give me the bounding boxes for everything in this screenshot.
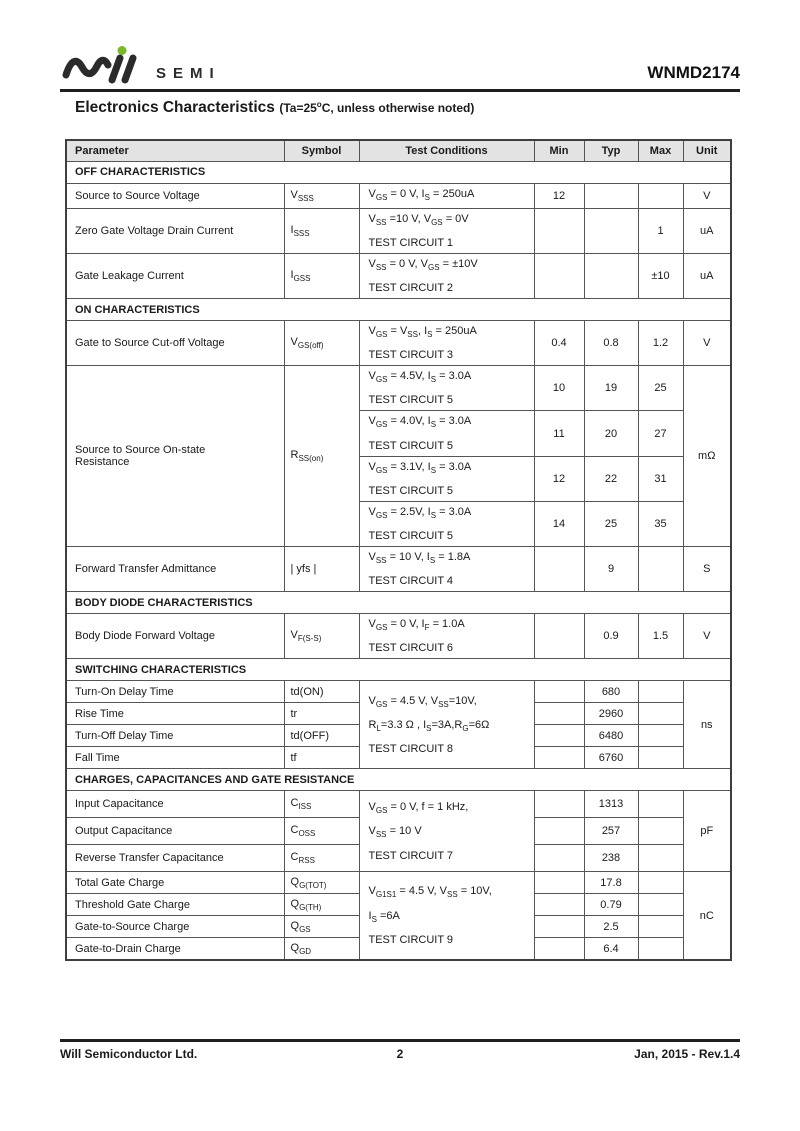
param-cell: Gate Leakage Current [66, 253, 284, 298]
table-row [66, 253, 731, 298]
max-cell [638, 791, 683, 818]
min-cell [534, 818, 584, 845]
min-cell: 12 [534, 183, 584, 208]
cond-cell: $V_{GS} = 3.1V$, $I_S = 3.0A$ TEST CIRCUIT 5 [359, 456, 534, 501]
cond-cell: $V_{GS} = V_{SS}$, $I_S = 250uA$ TEST CIRCUIT 3 [359, 321, 534, 366]
cond-cell: $V_{G1S1} = 4.5$ V, $V_{SS} = 10V$, $I_S =6A$ TEST CIRCUIT 9 [359, 872, 534, 960]
min-cell [534, 208, 584, 253]
min-cell [534, 938, 584, 960]
max-cell: 31 [638, 456, 683, 501]
min-cell: 0.4 [534, 321, 584, 366]
param-cell: Output Capacitance [66, 818, 284, 845]
symbol-cell: $Q_{G(TH)}$ [284, 894, 359, 916]
col-header-typ: Typ [584, 140, 638, 161]
typ-cell: 9 [584, 547, 638, 592]
typ-cell: 25 [584, 501, 638, 546]
section-title [75, 99, 474, 117]
max-cell [638, 845, 683, 872]
typ-cell: 238 [584, 845, 638, 872]
min-cell [534, 253, 584, 298]
typ-cell: 0.79 [584, 894, 638, 916]
unit-cell: uA [683, 208, 731, 253]
cond-cell: $V_{GS} = 0$ V, f = 1 kHz, $V_{SS} = 10$ V TEST CIRCUIT 7 [359, 791, 534, 872]
typ-cell: 6480 [584, 725, 638, 747]
min-cell [534, 614, 584, 659]
unit-cell: uA [683, 253, 731, 298]
max-cell [638, 725, 683, 747]
characteristics-table [65, 139, 732, 961]
col-header-parameter: Parameter [66, 140, 284, 161]
unit-cell: V [683, 183, 731, 208]
param-cell: Threshold Gate Charge [66, 894, 284, 916]
page-header [60, 46, 740, 92]
table-row [66, 547, 731, 592]
typ-cell: 2960 [584, 703, 638, 725]
cond-cell: $V_{GS} = 2.5V$, $I_S = 3.0A$ TEST CIRCUIT 5 [359, 501, 534, 546]
title-main: Electronics Characteristics [75, 99, 275, 116]
max-cell [638, 872, 683, 894]
max-cell [638, 894, 683, 916]
max-cell: 27 [638, 411, 683, 456]
max-cell [638, 938, 683, 960]
unit-cell: ns [683, 681, 731, 769]
symbol-cell: $R_{SS(on)}$ [284, 366, 359, 547]
section-row-on [66, 299, 731, 321]
symbol-cell: $V_{F(S-S)}$ [284, 614, 359, 659]
max-cell: 35 [638, 501, 683, 546]
min-cell [534, 894, 584, 916]
max-cell [638, 703, 683, 725]
min-cell [534, 547, 584, 592]
min-cell [534, 845, 584, 872]
page-footer [60, 1039, 740, 1061]
symbol-cell: tf [284, 747, 359, 769]
symbol-cell: $I_{GSS}$ [284, 253, 359, 298]
col-header-min: Min [534, 140, 584, 161]
table-row [66, 791, 731, 818]
company-logo [62, 46, 221, 86]
param-cell: Total Gate Charge [66, 872, 284, 894]
typ-cell: 20 [584, 411, 638, 456]
param-cell: Gate-to-Drain Charge [66, 938, 284, 960]
typ-cell: 0.8 [584, 321, 638, 366]
symbol-cell: $C_{RSS}$ [284, 845, 359, 872]
min-cell [534, 916, 584, 938]
cond-cell: $V_{GS} = 0$ V, $I_F = 1.0A$ TEST CIRCUIT 6 [359, 614, 534, 659]
symbol-cell: $I_{SSS}$ [284, 208, 359, 253]
min-cell: 10 [534, 366, 584, 411]
cond-cell: $V_{GS} = 4.0V$, $I_S = 3.0A$ TEST CIRCUIT 5 [359, 411, 534, 456]
col-header-max: Max [638, 140, 683, 161]
symbol-cell: td(OFF) [284, 725, 359, 747]
footer-revision: Jan, 2015 - Rev.1.4 [634, 1047, 741, 1061]
typ-cell: 2.5 [584, 916, 638, 938]
max-cell: ±10 [638, 253, 683, 298]
typ-cell: 1313 [584, 791, 638, 818]
part-number: WNMD2174 [647, 63, 740, 82]
symbol-cell: $V_{GS(off)}$ [284, 321, 359, 366]
unit-cell: V [683, 321, 731, 366]
table-row [66, 872, 731, 894]
typ-cell: 19 [584, 366, 638, 411]
cond-cell: $V_{GS} = 4.5V$, $I_S = 3.0A$ TEST CIRCUIT 5 [359, 366, 534, 411]
typ-cell [584, 253, 638, 298]
param-cell: Input Capacitance [66, 791, 284, 818]
col-header-unit: Unit [683, 140, 731, 161]
max-cell [638, 547, 683, 592]
min-cell: 11 [534, 411, 584, 456]
param-cell: Rise Time [66, 703, 284, 725]
section-row-body-diode [66, 592, 731, 614]
param-cell: Turn-On Delay Time [66, 681, 284, 703]
typ-cell: 6.4 [584, 938, 638, 960]
symbol-cell: $Q_{GD}$ [284, 938, 359, 960]
typ-cell [584, 208, 638, 253]
table-row [66, 681, 731, 703]
min-cell: 12 [534, 456, 584, 501]
symbol-cell: tr [284, 703, 359, 725]
param-cell: Gate-to-Source Charge [66, 916, 284, 938]
col-header-symbol: Symbol [284, 140, 359, 161]
table-row [66, 366, 731, 411]
unit-cell: nC [683, 872, 731, 960]
min-cell: 14 [534, 501, 584, 546]
cond-cell: $V_{SS} =10$ V, $V_{GS} = 0V$ TEST CIRCUIT 1 [359, 208, 534, 253]
col-header-test-conditions: Test Conditions [359, 140, 534, 161]
param-cell: Reverse Transfer Capacitance [66, 845, 284, 872]
max-cell [638, 916, 683, 938]
symbol-cell: | yfs | [284, 547, 359, 592]
symbol-cell: $Q_{G(TOT)}$ [284, 872, 359, 894]
param-cell: Source to Source On-state Resistance [66, 366, 284, 547]
title-condition: ($Ta=25^oC$, unless otherwise noted) [279, 100, 475, 115]
param-cell: Source to Source Voltage [66, 183, 284, 208]
min-cell [534, 703, 584, 725]
typ-cell [584, 183, 638, 208]
max-cell: 1.5 [638, 614, 683, 659]
cond-cell: $V_{GS} = 0$ V, $I_S = 250uA$ [359, 183, 534, 208]
min-cell [534, 747, 584, 769]
table-row [66, 614, 731, 659]
param-cell: Forward Transfer Admittance [66, 547, 284, 592]
symbol-cell: $Q_{GS}$ [284, 916, 359, 938]
unit-cell: pF [683, 791, 731, 872]
max-cell [638, 681, 683, 703]
section-title-off: OFF CHARACTERISTICS [66, 161, 731, 183]
param-cell: Turn-Off Delay Time [66, 725, 284, 747]
min-cell [534, 872, 584, 894]
symbol-cell: $V_{SSS}$ [284, 183, 359, 208]
cond-cell: $V_{GS} = 4.5$ V, $V_{SS}=10V$, $R_L=3.3$ Ω , $I_S=3A,R_G=6\Omega$ TEST CIRCUIT 8 [359, 681, 534, 769]
symbol-cell: td(ON) [284, 681, 359, 703]
param-cell: Gate to Source Cut-off Voltage [66, 321, 284, 366]
table-row [66, 208, 731, 253]
logo-green-dot-icon [118, 46, 127, 55]
footer-page-number: 2 [396, 1047, 404, 1061]
param-cell: Zero Gate Voltage Drain Current [66, 208, 284, 253]
section-title-charges: CHARGES, CAPACITANCES AND GATE RESISTANCE [66, 769, 731, 791]
symbol-cell: $C_{OSS}$ [284, 818, 359, 845]
section-row-off [66, 161, 731, 183]
table-header-row [66, 140, 731, 161]
max-cell [638, 183, 683, 208]
typ-cell: 257 [584, 818, 638, 845]
typ-cell: 680 [584, 681, 638, 703]
max-cell: 1.2 [638, 321, 683, 366]
typ-cell: 0.9 [584, 614, 638, 659]
typ-cell: 6760 [584, 747, 638, 769]
unit-cell: V [683, 614, 731, 659]
section-title-switching: SWITCHING CHARACTERISTICS [66, 659, 731, 681]
section-title-on: ON CHARACTERISTICS [66, 299, 731, 321]
brand-text: SEMI [156, 65, 221, 82]
param-cell: Fall Time [66, 747, 284, 769]
section-row-charges [66, 769, 731, 791]
table-row [66, 321, 731, 366]
max-cell: 1 [638, 208, 683, 253]
min-cell [534, 791, 584, 818]
section-row-switching [66, 659, 731, 681]
max-cell: 25 [638, 366, 683, 411]
section-title-body-diode: BODY DIODE CHARACTERISTICS [66, 592, 731, 614]
cond-cell: $V_{SS} = 10$ V, $I_S = 1.8A$ TEST CIRCUIT 4 [359, 547, 534, 592]
param-cell: Body Diode Forward Voltage [66, 614, 284, 659]
max-cell [638, 747, 683, 769]
unit-cell: S [683, 547, 731, 592]
max-cell [638, 818, 683, 845]
symbol-cell: $C_{ISS}$ [284, 791, 359, 818]
table-row [66, 183, 731, 208]
typ-cell: 22 [584, 456, 638, 501]
unit-cell: mΩ [683, 366, 731, 547]
footer-company: Will Semiconductor Ltd. [60, 1047, 198, 1061]
cond-cell: $V_{SS} = 0$ V, $V_{GS} = \pm 10V$ TEST CIRCUIT 2 [359, 253, 534, 298]
min-cell [534, 681, 584, 703]
typ-cell: 17.8 [584, 872, 638, 894]
will-semi-logo-icon [62, 46, 146, 86]
min-cell [534, 725, 584, 747]
